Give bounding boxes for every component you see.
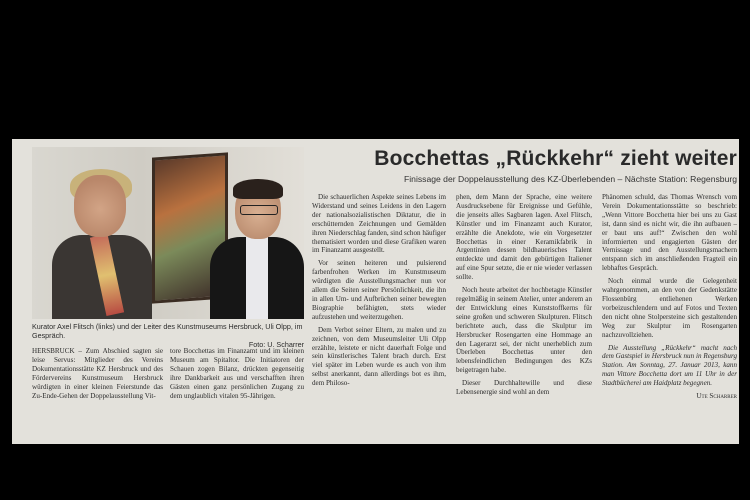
photo-caption-block (32, 322, 304, 349)
paragraph: Noch heute arbeitet der hochbetagte Künstler regelmäßig in seinem Atelier, unter anderem an der Entwicklung eines Kunststoffkerns für seine großen und schweren Skulpturen. Flitsch berichtete auch, dass die Skulptur im Hersbrucker Rosengarten eine Hommage an den Lagerarzt sei, der nicht unerheblich zum Überleben Bocchettas unter den lebensfeindlichen Bedingungen des KZs beigetragen habe. (456, 286, 592, 375)
body-column-3 (312, 193, 446, 443)
paragraph: tore Bocchettas im Finanzamt und im kleinen Museum am Spitaltor. Die Initiatoren der Schauen zogen Bilanz, drückten gegenseitig ihre Dankbarkeit aus und verschafften ihren Gästen einen ganz persönlichen Zugang zu dem unglaublich vitalen 95-Jährigen. (170, 347, 304, 400)
paragraph: Phänomen schuld, das Thomas Wrensch vom Verein Dokumentationsstätte so beschrieb: „Wenn Vittore Bocchetta hier bei uns zu Gast ist, dann sind es nicht wir, die ihn aufbauen – er baut uns auf!“ Zwischen den wohl informierten und engagierten Gästen der Vernissage und den Ausstellungsmachern entspann sich im anschließenden Fragteil ein lebhaftes Gespräch. (602, 193, 737, 273)
exhibition-note: Die Ausstellung „Rückkehr“ macht nach dem Gastspiel in Hersbruck nun in Regensburg Station. Am Sonntag, 27. Januar 2013, kann man Vittore Bocchetta dort um 11 Uhr in der Stadtbücherei am Haidplatz begegnen. (602, 343, 737, 388)
article-photo (32, 147, 304, 319)
body-column-2 (170, 347, 304, 441)
paragraph: Dem Verbot seiner Eltern, zu malen und zu zeichnen, von dem Museumsleiter Uli Olpp erzählte, leistete er nicht dauerhaft Folge und sein künstlerisches Talent brach durch. Erst viel später im Leben wurde es auch von ihm selbst anerkannt, dann allerdings bot es ihm, dem Philoso- (312, 325, 446, 388)
body-column-5 (602, 193, 737, 443)
photo-caption: Kurator Axel Flitsch (links) und der Leiter des Kunstmuseums Hersbruck, Uli Olpp, im Gespräch. (32, 322, 303, 340)
paragraph: Vor seinen heiteren und pulsierend farbenfrohen Werken im Kunstmuseum würdigten die Ausstellungsmacher nun vor allem die Seiten seiner Persönlichkeit, die ihn in allen Um- und Aufbrüchen seiner bewegten Biographie befähigten, stets wieder aufzustehen und weiterzugehen. (312, 259, 446, 321)
body-column-1 (32, 347, 163, 441)
paragraph: phen, dem Mann der Sprache, eine weitere Ausdrucksebene für Ereignisse und Gefühle, die jenseits alles Sagbaren lagen. Axel Flitsch, Künstler und im Finanzamt auch Kurator, erzählte die Anekdote, wie ein Vorgesetzter Bocchettas in einer Keramikfabrik in Argentinien dessen bildhauerisches Talent entdeckte und damit den gebürtigen Italiener auf eine Spur setzte, die er nie wieder verlassen sollte. (456, 193, 592, 282)
paragraph: HERSBRUCK – Zum Abschied sagten sie leise Servus: Mitglieder des Vereins Dokumentationsstätte KZ Hersbruck und des Fördervereins Kunstmuseum Hersbruck würdigten in einer kleinen Feierstunde das Zu-Ende-Gehen der Doppelausstellung Vit- (32, 347, 163, 400)
headline: Bocchettas „Rückkehr“ zieht weiter (374, 147, 737, 170)
body-column-4 (456, 193, 592, 443)
paragraph: Noch einmal wurde die Gelegenheit wahrgenommen, an den von der Gedenkstätte Flossenbürg entliehenen Werken vorbeizuschlendern und auf Fotos und Texten den nicht ohne Stolpersteine sich gestaltenden Weg zur Skulptur im Rosengarten nachzuvollziehen. (602, 277, 737, 339)
author-byline: Ute Scharrer (696, 392, 737, 401)
paragraph: Dieser Durchhaltewille und diese Lebensenergie sind wohl an dem (456, 379, 592, 397)
newspaper-clipping (12, 139, 739, 444)
person-left (52, 175, 152, 319)
person-right (210, 183, 304, 319)
photo-credit: Foto: U. Scharrer (248, 340, 304, 349)
subheadline: Finissage der Doppelausstellung des KZ-Überlebenden – Nächste Station: Regensburg (404, 174, 737, 184)
paragraph: Die schauerlichen Aspekte seines Lebens im Widerstand und seines Leidens in den Lagern der nationalsozialistischen Diktatur, die in erschütternden Zeichnungen und Gemälden ihren Niederschlag fanden, sind schon häufiger thematisiert worden und diese Grafiken waren im Finanzamt ausgestellt. (312, 193, 446, 255)
